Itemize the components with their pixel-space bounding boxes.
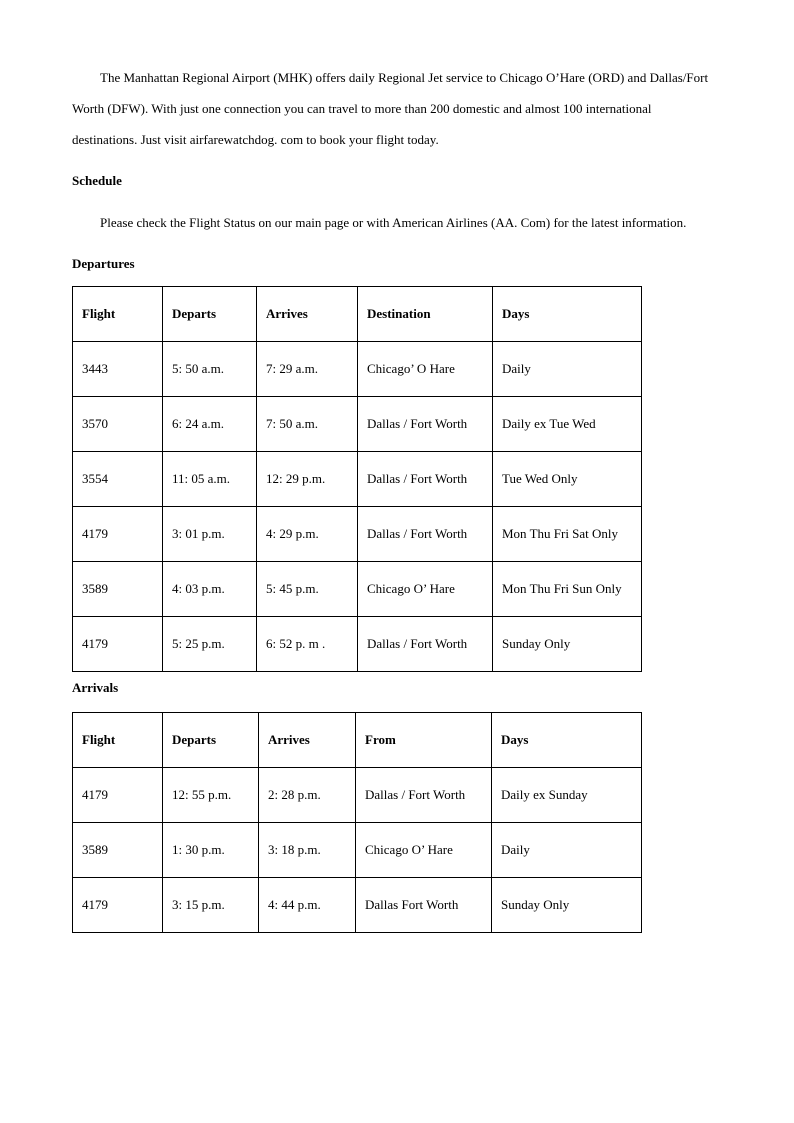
table-row (73, 342, 642, 397)
table-row (73, 507, 642, 562)
flight-cell: 3443 (73, 342, 163, 397)
departs-cell: 5: 25 p.m. (163, 617, 257, 672)
arrives-cell: 12: 29 p.m. (257, 452, 358, 507)
destination-cell: Dallas / Fort Worth (358, 617, 493, 672)
arrives-cell: 4: 44 p.m. (259, 878, 356, 933)
departs-cell: 3: 15 p.m. (163, 878, 259, 933)
table-row (73, 397, 642, 452)
schedule-paragraph: Please check the Flight Status on our main page or with American Airlines (AA. Com) for the latest information. (100, 215, 687, 230)
arrivals-table (72, 712, 642, 933)
departs-cell: 3: 01 p.m. (163, 507, 257, 562)
column-header: Departs (163, 713, 259, 768)
departures-heading: Departures (72, 256, 135, 271)
days-cell: Daily ex Tue Wed (493, 397, 642, 452)
from-cell: Chicago O’ Hare (356, 823, 492, 878)
column-header: From (356, 713, 492, 768)
days-cell: Mon Thu Fri Sat Only (493, 507, 642, 562)
departs-cell: 12: 55 p.m. (163, 768, 259, 823)
days-cell: Mon Thu Fri Sun Only (493, 562, 642, 617)
arrives-cell: 5: 45 p.m. (257, 562, 358, 617)
days-cell: Tue Wed Only (493, 452, 642, 507)
document-page (72, 62, 712, 933)
days-cell: Sunday Only (492, 878, 642, 933)
destination-cell: Chicago’ O Hare (358, 342, 493, 397)
departs-cell: 1: 30 p.m. (163, 823, 259, 878)
arrivals-header-row (73, 713, 642, 768)
table-row (73, 768, 642, 823)
flight-cell: 4179 (73, 617, 163, 672)
flight-cell: 4179 (73, 878, 163, 933)
destination-cell: Dallas / Fort Worth (358, 452, 493, 507)
days-cell: Sunday Only (493, 617, 642, 672)
column-header: Flight (73, 713, 163, 768)
column-header: Arrives (257, 287, 358, 342)
days-cell: Daily (493, 342, 642, 397)
arrives-cell: 3: 18 p.m. (259, 823, 356, 878)
flight-cell: 3589 (73, 823, 163, 878)
destination-cell: Chicago O’ Hare (358, 562, 493, 617)
schedule-heading: Schedule (72, 173, 122, 188)
arrives-cell: 4: 29 p.m. (257, 507, 358, 562)
column-header: Flight (73, 287, 163, 342)
flight-cell: 3589 (73, 562, 163, 617)
column-header: Days (493, 287, 642, 342)
from-cell: Dallas / Fort Worth (356, 768, 492, 823)
from-cell: Dallas Fort Worth (356, 878, 492, 933)
arrives-cell: 7: 50 a.m. (257, 397, 358, 452)
destination-cell: Dallas / Fort Worth (358, 507, 493, 562)
arrives-cell: 6: 52 p. m . (257, 617, 358, 672)
days-cell: Daily ex Sunday (492, 768, 642, 823)
column-header: Destination (358, 287, 493, 342)
flight-cell: 3570 (73, 397, 163, 452)
column-header: Departs (163, 287, 257, 342)
flight-cell: 4179 (73, 768, 163, 823)
table-row (73, 617, 642, 672)
table-row (73, 452, 642, 507)
departures-table (72, 286, 642, 672)
days-cell: Daily (492, 823, 642, 878)
arrives-cell: 2: 28 p.m. (259, 768, 356, 823)
flight-cell: 4179 (73, 507, 163, 562)
table-row (73, 562, 642, 617)
departs-cell: 5: 50 a.m. (163, 342, 257, 397)
destination-cell: Dallas / Fort Worth (358, 397, 493, 452)
departures-header-row (73, 287, 642, 342)
intro-paragraph: The Manhattan Regional Airport (MHK) offers daily Regional Jet service to Chicago O’Hare (ORD) and Dallas/Fort Worth (DFW). With just one connection you can travel to more than 200 domestic and almost 100 international destinations. Just visit airfarewatchdog. com to book your flight today. (72, 70, 709, 147)
arrives-cell: 7: 29 a.m. (257, 342, 358, 397)
departs-cell: 6: 24 a.m. (163, 397, 257, 452)
departs-cell: 4: 03 p.m. (163, 562, 257, 617)
column-header: Arrives (259, 713, 356, 768)
table-row (73, 823, 642, 878)
arrivals-heading: Arrivals (72, 680, 119, 695)
column-header: Days (492, 713, 642, 768)
table-row (73, 878, 642, 933)
flight-cell: 3554 (73, 452, 163, 507)
departs-cell: 11: 05 a.m. (163, 452, 257, 507)
